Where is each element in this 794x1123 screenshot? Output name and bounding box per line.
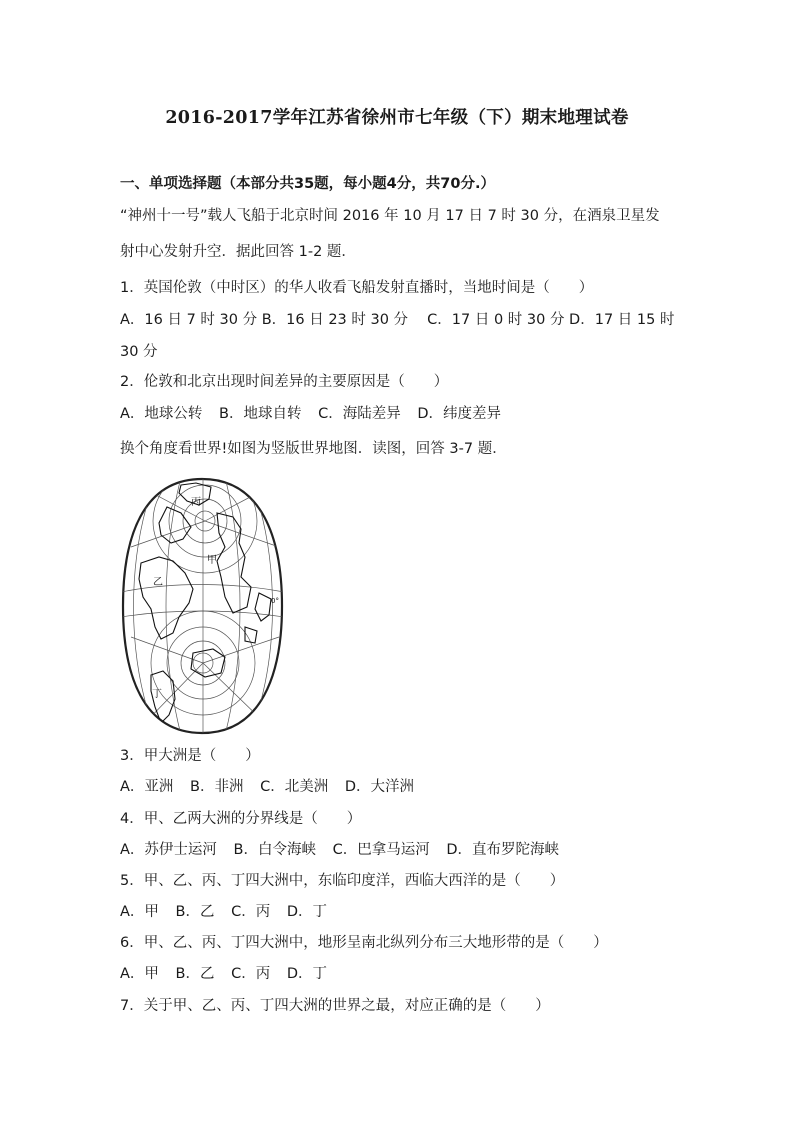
question-4-stem: 4．甲、乙两大洲的分界线是（ ） bbox=[120, 811, 362, 827]
option-b: B．白令海峡 bbox=[233, 842, 316, 858]
intro-text-line1: “神州十一号”载人飞船于北京时间 2016 年 10 月 17 日 7 时 30 分，在酒泉卫星发 bbox=[120, 208, 660, 224]
option-b: B．乙 bbox=[175, 966, 215, 982]
question-3-stem: 3．甲大洲是（ ） bbox=[120, 748, 260, 764]
intro-text-2: 换个角度看世界!如图为竖版世界地图．读图，回答 3-7 题． bbox=[120, 441, 507, 457]
page-title: 2016-2017学年江苏省徐州市七年级（下）期末地理试卷 bbox=[165, 108, 629, 128]
option-a: A．甲 bbox=[120, 966, 159, 982]
map-label-meridian: 0° bbox=[271, 597, 279, 605]
map-label-bing: 丙 bbox=[191, 497, 201, 508]
question-1-options-cont: 30 分 bbox=[120, 344, 158, 360]
question-6-options bbox=[120, 964, 339, 984]
question-3-options bbox=[120, 777, 426, 797]
question-6-stem: 6．甲、乙、丙、丁四大洲中，地形呈南北纵列分布三大地形带的是（ ） bbox=[120, 935, 608, 951]
option-d: D．直布罗陀海峡 bbox=[446, 842, 559, 858]
map-border bbox=[123, 479, 282, 733]
option-d: D．丁 bbox=[286, 966, 327, 982]
map-label-yi: 乙 bbox=[153, 577, 163, 588]
option-c: C．丙 bbox=[231, 966, 271, 982]
map-label-jia: 甲 bbox=[207, 555, 217, 566]
map-label-ding: 丁 bbox=[152, 689, 162, 700]
option-d: D．纬度差异 bbox=[417, 406, 501, 422]
question-7-stem: 7．关于甲、乙、丙、丁四大洲的世界之最，对应正确的是（ ） bbox=[120, 998, 550, 1014]
question-2-options bbox=[120, 404, 513, 424]
option-a: A．苏伊士运河 bbox=[120, 842, 217, 858]
option-a: A．甲 bbox=[120, 904, 159, 920]
option-c: C．北美洲 bbox=[260, 779, 329, 795]
option-d: D．丁 bbox=[286, 904, 327, 920]
question-5-options bbox=[120, 902, 339, 922]
question-1-stem: 1．英国伦敦（中时区）的华人收看飞船发射直播时，当地时间是（ ） bbox=[120, 280, 594, 296]
section-heading: 一、单项选择题（本部分共35题，每小题4分，共70分.） bbox=[120, 176, 495, 192]
option-c: C．丙 bbox=[231, 904, 271, 920]
option-a: A．地球公转 bbox=[120, 406, 203, 422]
intro-text-line2: 射中心发射升空．据此回答 1-2 题． bbox=[120, 244, 356, 260]
option-d: D．大洋洲 bbox=[344, 779, 414, 795]
question-1-options: A．16 日 7 时 30 分 B．16 日 23 时 30 分 C．17 日 0 时 30 分 D．17 日 15 时 bbox=[120, 312, 675, 328]
vertical-world-map bbox=[121, 477, 284, 735]
option-b: B．非洲 bbox=[190, 779, 244, 795]
question-2-stem: 2．伦敦和北京出现时间差异的主要原因是（ ） bbox=[120, 374, 449, 390]
question-4-options bbox=[120, 840, 571, 860]
option-b: B．乙 bbox=[175, 904, 215, 920]
option-c: C．巴拿马运河 bbox=[332, 842, 430, 858]
question-5-stem: 5．甲、乙、丙、丁四大洲中，东临印度洋，西临大西洋的是（ ） bbox=[120, 873, 565, 889]
option-b: B．地球自转 bbox=[219, 406, 302, 422]
option-a: A．亚洲 bbox=[120, 779, 174, 795]
option-c: C．海陆差异 bbox=[318, 406, 401, 422]
